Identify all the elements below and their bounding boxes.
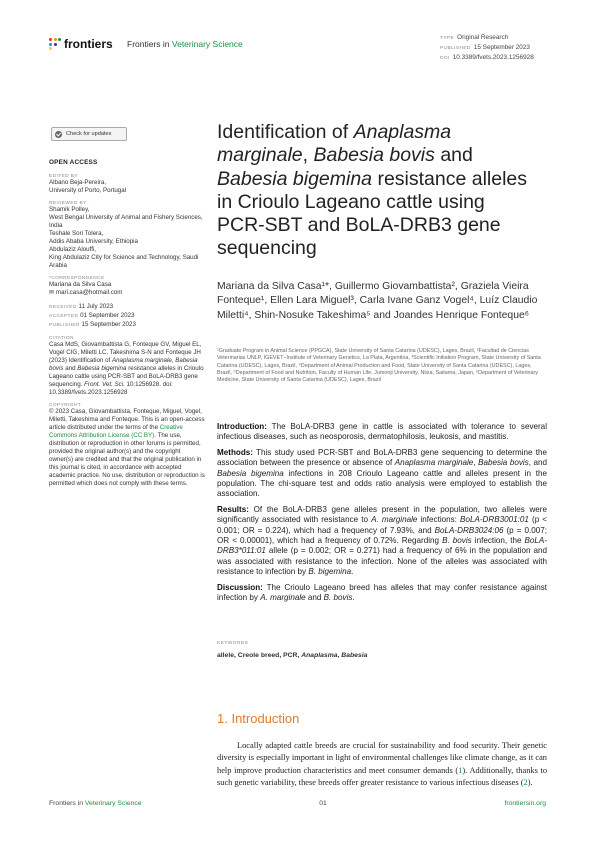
footer-site-link[interactable]: frontiersin.org [504, 800, 546, 807]
journal-name[interactable]: Frontiers in Veterinary Science [127, 39, 243, 49]
correspondence: *CORRESPONDENCE Mariana da Silva Casa ✉ mari.casa@hotmail.com [49, 276, 123, 296]
affiliations: ¹Graduate Program in Animal Science (PPGCA), State University of Santa Catarina (UDESC), Lages, Brazil, ²Facultad de Ciencias Veterinarias UNLP, IGEVET–Institute of Veterinary Genetics, La Plata, Argentina, ³Scientific Initiation Program, State University of Santa Catarina (UDESC), Lages, Brazil, ⁴Department of Animal Production and Food, State University of Santa Catarina (UDESC), Lages, Brazil, ⁵Department of Food and Nutrition, Faculty of Human Life, Jumonji University, Niiza, Saitama, Japan, ⁶Department of Veterinary Medicine, State University of Santa Catarina (UDESC), Lages, Brazil [217, 348, 541, 384]
open-access-label: OPEN ACCESS [49, 159, 98, 166]
copyright: COPYRIGHT © 2023 Casa, Giovambattista, Fonteque, Miguel, Vogel, Miletti, Takeshima and Fonteque. This is an open-access article distributed under the terms of the Creative Commons Attribution License (CC BY). The use, distribution or reproduction in other forums is permitted, provided the original author(s) and the copyright owner(s) are credited and that the original publication in this journal is cited, in accordance with accepted academic practice. No use, distribution or reproduction is permitted which does not comply with these terms. [49, 403, 205, 487]
article-dates: RECEIVED 11 July 2023 ACCEPTED 01 September 2023 PUBLISHED 15 September 2023 [49, 303, 136, 328]
citation: CITATION Casa MdS, Giovambattista G, Fonteque GV, Miguel EL, Vogel CIG, Miletti LC, Takeshima S-N and Fonteque JH (2023) Identification of Anaplasma marginale, Babesia bovis and Babesia bigemina resistance alleles in Crioulo Lageano cattle using PCR-SBT and BoLA-DRB3 gene sequencing. Front. Vet. Sci. 10:1256928. doi: 10.3389/fvets.2023.1256928 [49, 336, 204, 396]
logo-text: frontiers [64, 37, 113, 51]
reference-link-2[interactable]: 2 [523, 778, 528, 788]
article-meta: TYPE Original Research PUBLISHED 15 September 2023 DOI 10.3389/fvets.2023.1256928 [440, 34, 534, 61]
abstract-results: Results: Of the BoLA-DRB3 gene alleles present in the population, two alleles were significantly associated with resistance to A. marginale infections: BoLA-DRB3001:01 (p < 0.001; OR = 0.224), which had a frequency of 7.93%, and BoLA-DRB3024:06 (p = 0.007; OR < 0.00001), which had a frequency of 0.72%. Regarding B. bovis infection, the BoLA-DRB3*011:01 allele (p = 0.002; OR = 0.271) had a frequency of 6% in the population and was associated with resistance to the infection. None of the alleles was associated with resistance to infection by B. bigemina. [217, 504, 548, 577]
introduction-paragraph: Locally adapted cattle breeds are crucial for sustainability and food security. Their genetic diversity is especially important in light of environmental challenges like climate change, as it can help improve production characteristics and meet consumer demands (1). Additionally, thanks to such genetic variability, these breeds offer greater resistance to various infectious diseases (2). [217, 741, 548, 788]
doi-link[interactable]: 10.3389/fvets.2023.1256928 [452, 54, 534, 61]
keywords: KEYWORDS allele, Creole breed, PCR, Anaplasma, Babesia [217, 641, 368, 659]
frontiers-logo[interactable] [49, 37, 113, 51]
abstract [217, 422, 547, 609]
page-number: 01 [319, 800, 327, 807]
abstract-discussion: Discussion: The Crioulo Lageano breed has alleles that may confer resistance against infection by A. marginale and B. bovis. [217, 582, 547, 603]
published-date: 15 September 2023 [473, 44, 530, 51]
reference-link-1[interactable]: 1 [458, 765, 463, 775]
edited-by: EDITED BY Albano Beja-Pereira, University of Porto, Portugal [49, 174, 127, 194]
correspondence-email[interactable]: mari.casa@hotmail.com [55, 289, 123, 296]
article-title: Identification of Anaplasma marginale, Babesia bovis and Babesia bigemina resistance alleles in Crioulo Lageano cattle using PCR-SBT and BoLA-DRB3 gene sequencing [217, 121, 528, 260]
abstract-introduction: Introduction: The BoLA-DRB3 gene in cattle is associated with tolerance to several infectious diseases, such as neosporosis, dermatophilosis, leukosis, and mastitis. [217, 422, 547, 442]
citation-doi[interactable]: doi: 10.3389/fvets.2023.1256928 [49, 381, 173, 396]
check-for-updates-button[interactable]: Check for updates [51, 127, 127, 141]
email-icon: ✉ [49, 289, 55, 296]
abstract-methods: Methods: This study used PCR-SBT and BoLA-DRB3 gene sequencing to determine the association between the presence or absence of Anaplasma marginale, Babesia bovis, and Babesia bigemina infections in 208 Crioulo Lageano cattle and alleles present in the population. The chi-square test and odds ratio analysis were employed to establish the association. [217, 447, 547, 499]
check-icon [55, 131, 62, 138]
footer-journal[interactable]: Frontiers in Veterinary Science [49, 800, 142, 807]
article-type: Original Research [457, 34, 509, 41]
page-footer [49, 800, 546, 807]
author-list: Mariana da Silva Casa¹*, Guillermo Giovambattista², Graziela Vieira Fonteque¹, Ellen Lara Miguel³, Carla Ivane Ganz Vogel⁴, Luíz Claudio Miletti⁴, Shin-Nosuke Takeshima⁵ and Joandes Henrique Fonteque⁶ [217, 281, 538, 321]
reviewed-by: REVIEWED BY Shamik Polley, West Bengal University of Animal and Fishery Sciences, India Teshale Sori Tolera, Addis Ababa University, Ethiopia Abdulaziz Alouffi, King Abdulaziz City for Science and Technology, Saudi Arabia [49, 201, 203, 269]
license-link[interactable]: Creative Commons Attribution License (CC BY). [49, 424, 183, 439]
frontiers-logo-icon [49, 38, 61, 50]
section-heading-introduction: 1. Introduction [217, 711, 300, 726]
sidebar [49, 159, 206, 494]
